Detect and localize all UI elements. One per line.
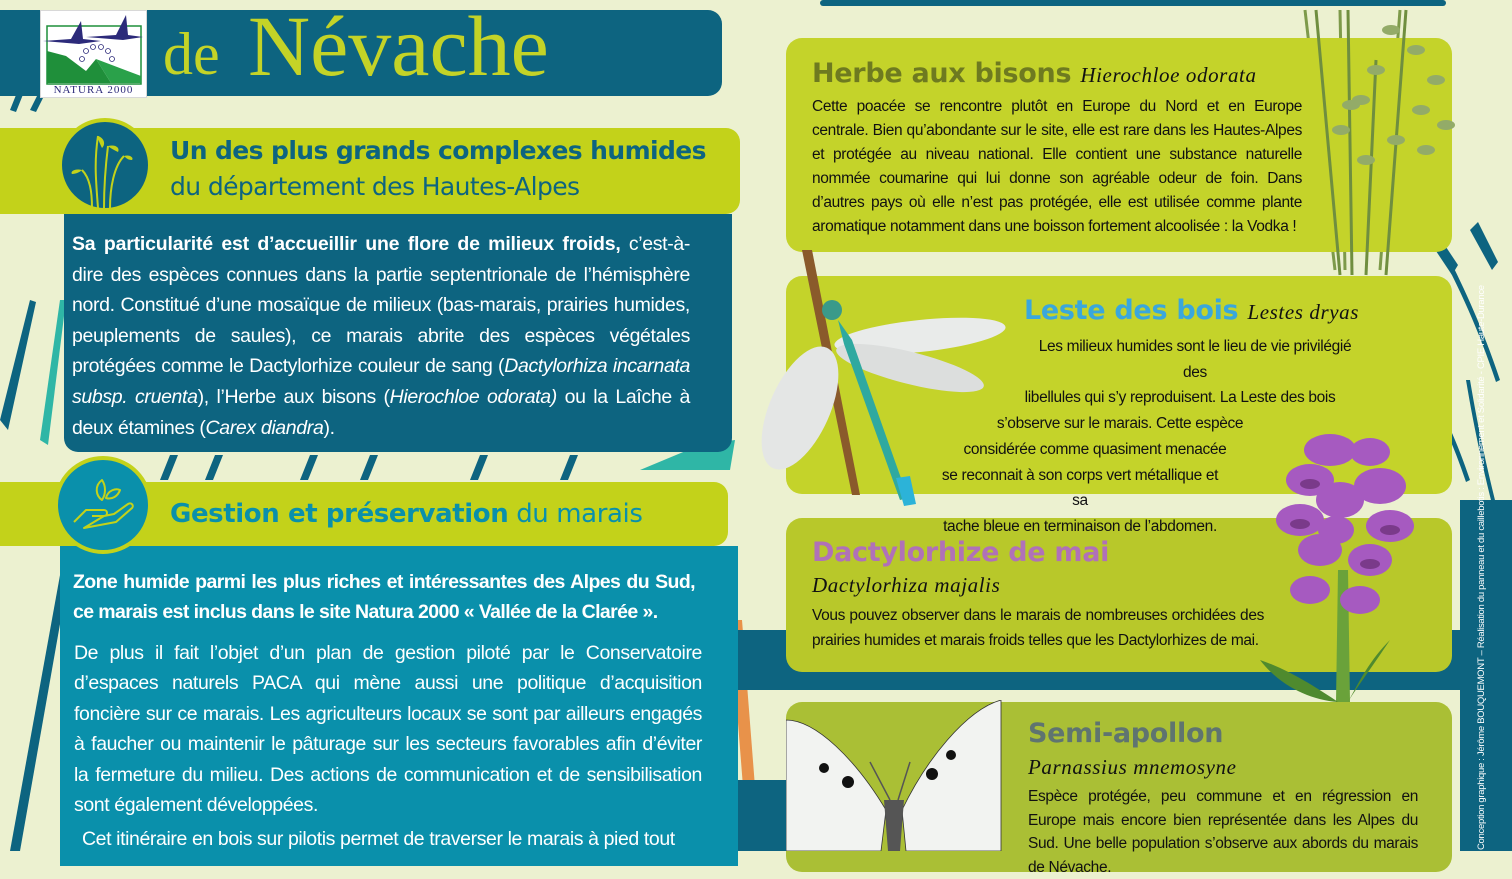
section1-paragraph (72, 229, 690, 443)
page-title: Névache (248, 0, 549, 94)
section2-icon-circle (54, 456, 152, 554)
section2-paragraph: De plus il fait l’objet d’un plan de gestion piloté par le Conservatoire d’espaces naturels PACA qui mène aussi une politique d’acquisition foncière sur ce marais. Les agriculteurs locaux se sont par ailleurs engagés à faucher ou maintenir le pâturage sur les secteurs favorables afin d’éviter la fermeture du milieu. Des actions de communication et de sensibilisation sont également développées. (74, 642, 702, 817)
section2-title (170, 498, 643, 529)
section1-subtitle: du département des Hautes-Alpes (170, 172, 580, 201)
section1-lead: Sa particularité est d’accueillir une flore de milieux froids, (72, 233, 621, 255)
text: ), l’Herbe aux bisons ( (197, 385, 390, 408)
description-line: s’observe sur le marais. Cette espèce (996, 415, 1244, 433)
latin-name: Dactylorhiza incarnata subsp. cruenta (72, 355, 690, 408)
species-latin-name: Dactylorhiza majalis (812, 573, 1001, 597)
species-latin-name: Lestes dryas (1247, 300, 1360, 324)
description-line: tache bleue en terminaison de l’abdomen. (943, 517, 1217, 535)
credits-text: Conception graphique : Jérôme BOUQUEMONT – Réalisation du panneau et du caillebotis : Environnement et Solidarité - CPIE Haute-Durance (1476, 285, 1487, 850)
geese-mountain-icon (41, 11, 146, 85)
grass-illustration (1296, 0, 1466, 280)
species-latin-name: Parnassius mnemosyne (1028, 755, 1237, 779)
species-title (812, 60, 1257, 87)
latin-name: Hierochloe odorata) (389, 385, 557, 408)
description-line: Les milieux humides sont le lieu de vie privilégié des (1038, 338, 1352, 381)
natura-2000-logo (40, 10, 147, 98)
section2-intro: Zone humide parmi les plus riches et intéressantes des Alpes du Sud, ce marais est inclus dans le site Natura 2000 « Vallée de la Clarée ». (73, 571, 695, 623)
title-prefix: de (163, 21, 220, 87)
butterfly-illustration (786, 700, 1006, 851)
latin-name: Carex diandra (205, 416, 324, 439)
species-description: Espèce protégée, peu commune et en régression en Europe mais encore bien représentée dans les Alpes du Sud. Une belle population s’observe aux abords du marais de Névache. (1028, 788, 1418, 876)
species-name: Leste des bois (1024, 295, 1239, 326)
species-name: Herbe aux bisons (812, 58, 1072, 89)
species-description (940, 334, 1360, 540)
section1-title: Un des plus grands complexes humides (170, 136, 706, 165)
description-line: considérée comme quasiment menacée (963, 440, 1227, 458)
species-description: Cette poacée se rencontre plutôt en Europe du Nord et en Europe centrale. Bien qu’abondante sur le site, elle est rare dans les Hautes-Alpes et protégée au niveau national. Elle contient une substance naturelle nommée coumarine qui lui donne son agréable odeur de foin. Dans d’autres pays où elle n’est pas protégée, elle est utilisée comme plante aromatique notamment dans une boisson fortement alcoolisée : la Vodka ! (812, 98, 1302, 235)
section2-title-bold: Gestion et préservation (170, 499, 509, 529)
species-name: Semi-apollon (1028, 718, 1224, 749)
text: ou la Laîche à deux étamines ( (72, 385, 691, 439)
section2-title-light: du marais (508, 499, 643, 529)
species-title (1024, 297, 1359, 324)
reeds-icon (62, 122, 148, 208)
species-name: Dactylorhize de mai (812, 537, 1110, 568)
hand-plant-icon (58, 460, 148, 550)
section1-icon-circle (58, 118, 152, 212)
species-description: Vous pouvez observer dans le marais de nombreuses orchidées des prairies humides et marais froids telles que les Dactylorhizes de mai. (812, 607, 1264, 649)
logo-label: NATURA 2000 (53, 84, 134, 96)
description-line: se reconnait à son corps vert métallique et sa (941, 466, 1219, 510)
description-line: libellules qui s’y reproduisent. La Leste des bois (1024, 389, 1336, 407)
section2-paragraph-continued: Cet itinéraire en bois sur pilotis permet de traverser le marais à pied tout (82, 828, 675, 850)
text: ). (323, 416, 335, 439)
species-latin-name: Hierochloe odorata (1080, 63, 1257, 87)
text: c’est-à-dire des espèces connues dans la partie septentrionale de l’hémisphère nord. Constitué d’une mosaïque de milieux (bas-marais, prairies humides, peuplements de saules), ce marais abrite des espèces végétales protégées comme le Dactylorhize couleur de sang ( (72, 233, 690, 378)
